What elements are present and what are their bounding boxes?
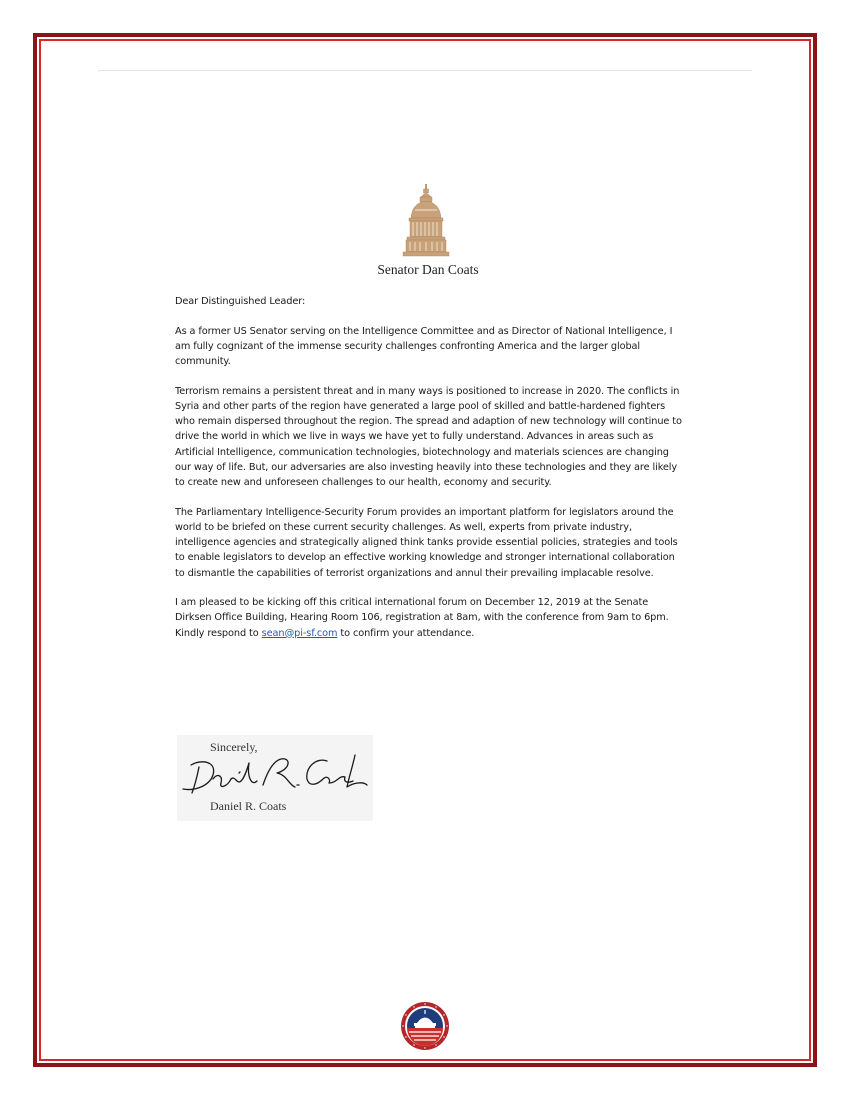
senator-name-heading: Senator Dan Coats bbox=[377, 262, 479, 277]
paragraph-invitation bbox=[175, 595, 683, 641]
signature-name: Daniel R. Coats bbox=[210, 799, 287, 813]
capitol-dome-logo bbox=[399, 184, 453, 260]
letter-body bbox=[175, 294, 683, 655]
paragraph-forum: The Parliamentary Intelligence-Security Forum provides an important platform for legislators around the world to be briefed on these current security challenges. As well, experts from private industry, intelligence agencies and strategically aligned think tanks provide essential policies, strategies and tools to enable legislators to develop an effective working knowledge and stronger international collaboration to dismantle the capabilities of terrorist organizations and annul their prevailing implacable resolve. bbox=[175, 506, 678, 579]
signature-closing: Sincerely, bbox=[210, 740, 258, 754]
invitation-text-end: to confirm your attendance. bbox=[337, 627, 475, 639]
invitation-text: I am pleased to be kicking off this critical international forum on December 12, 2019 at the Senate Dirksen Office Building, Hearing Room 106, registration at 8am, with the conference from 9am to 6pm. Kindly respond to bbox=[175, 597, 669, 639]
paragraph-threats: Terrorism remains a persistent threat and in many ways is positioned to increase in 2020. The conflicts in Syria and other parts of the region have generated a large pool of skilled and battle-hardened fighters who remain dispersed throughout the region. The spread and adaption of new technology will continue to drive the world in which we live in ways we have yet to fully understand. Advances in areas such as Artificial Intelligence, communication technologies, biotechnology and materials sciences are changing our way of life. But, our adversaries are also investing heavily into these technologies and they are likely to create new and unforeseen challenges to our health, economy and security. bbox=[175, 385, 682, 489]
email-link[interactable]: sean@pi-sf.com bbox=[261, 627, 338, 639]
forum-seal-logo bbox=[400, 1001, 450, 1051]
header-rule bbox=[98, 70, 752, 71]
paragraph-intro: As a former US Senator serving on the Intelligence Committee and as Director of National Intelligence, I am fully cognizant of the immense security challenges confronting America and the larger global community. bbox=[175, 325, 673, 368]
handwritten-signature bbox=[177, 745, 373, 805]
signature-block bbox=[177, 735, 373, 821]
salutation: Dear Distinguished Leader: bbox=[175, 296, 306, 307]
